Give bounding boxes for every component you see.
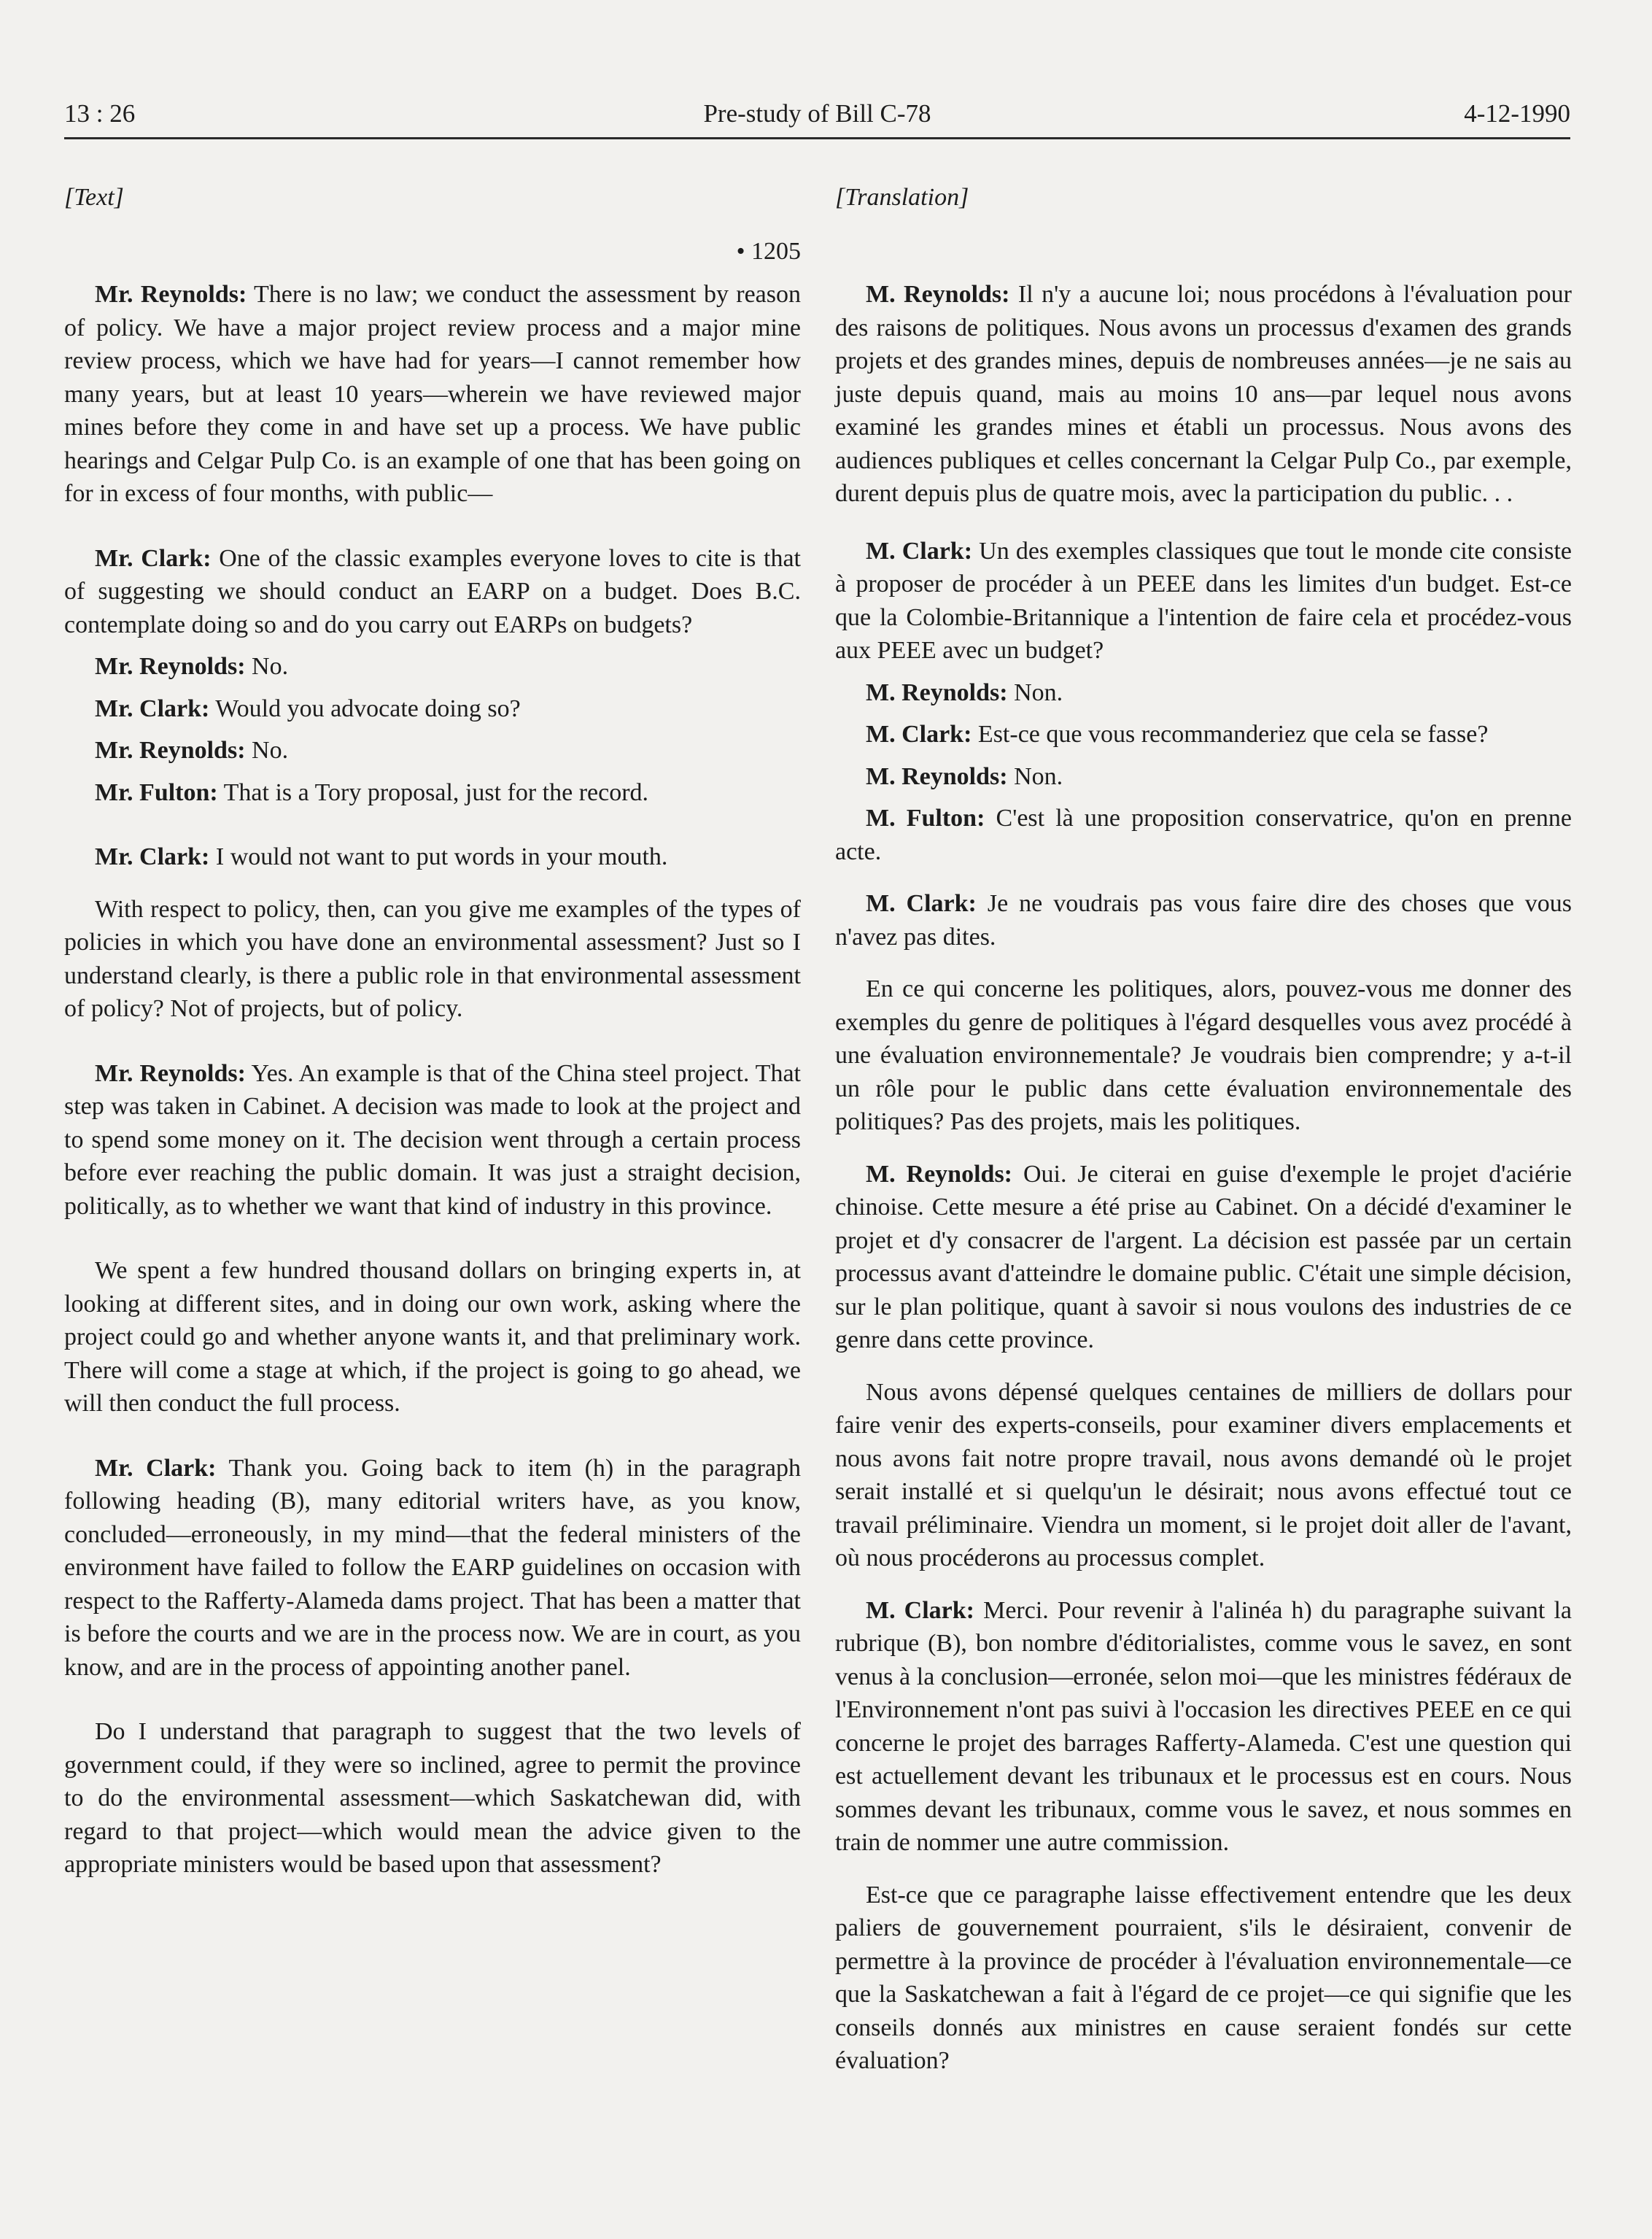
time-marker: • 1205 [736, 237, 801, 265]
paragraph-text: Nous avons dépensé quelques centaines de milliers de dollars pour faire venir des experts-conseils, pour examiner divers emplacements et nous avons fait notre propre travail, nous avons demandé où le projet serait installé et si quelqu'un le désirait; nous avons effectué tout ce travail préliminaire. Viendra un moment, si le projet doit aller de l'avant, où nous procéderons au processus complet. [835, 1378, 1572, 1571]
speaker-name: M. Clark: [866, 537, 973, 565]
paragraph [835, 278, 1572, 511]
speaker-name: Mr. Reynolds: [95, 653, 246, 680]
document-date: 4-12-1990 [1464, 99, 1570, 128]
english-column [64, 181, 801, 1906]
french-column [835, 181, 1572, 2102]
paragraph [835, 972, 1572, 1139]
paragraph-text: Merci. Pour revenir à l'alinéa h) du paragraphe suivant la rubrique (B), bon nombre d'éditorialistes, comme vous le savez, en sont venus à la conclusion—erronée, selon moi—que les ministres fédéraux de l'Environnement n'ont pas suivi à l'occasion les directives PEEE en ce qui concerne le projet des barrages Rafferty-Alameda. C'est une question qui est actuellement devant les tribunaux et le processus est en cours. Nous sommes devant les tribunaux, comme vous le savez, et nous sommes en train de nommer une autre commission. [835, 1596, 1572, 1856]
paragraph-text: Non. [1007, 762, 1063, 790]
speaker-name: M. Fulton: [866, 805, 985, 832]
paragraph [64, 1715, 801, 1882]
paragraph-text: Thank you. Going back to item (h) in the paragraph following heading (B), many editorial writers have, as you know, concluded—erroneously, in my mind—that the federal ministers of the environment have failed to follow the EARP guidelines on occasion with respect to the Rafferty-Alameda dams project. That has been a matter that is before the courts and we are in the process now. We are in court, as you know, and are in the process of appointing another panel. [64, 1454, 801, 1681]
paragraph-text: Do I understand that paragraph to suggest that the two levels of government could, if they were so inclined, agree to permit the province to do the environmental assessment—which Saskatchewan did, with regard to that project—which would mean the advice given to the appropriate ministers would be based upon that assessment? [64, 1718, 801, 1878]
paragraph [835, 887, 1572, 954]
speaker-name: Mr. Reynolds: [95, 737, 246, 764]
speaker-name: Mr. Reynolds: [95, 1059, 246, 1087]
paragraph-text: We spent a few hundred thousand dollars on bringing experts in, at looking at different sites, and in doing our own work, asking where the project could go and whether anyone wants it, and that preliminary work. There will come a stage at which, if the project is going to go ahead, we will then conduct the full process. [64, 1257, 801, 1417]
speaker-name: Mr. Clark: [95, 695, 210, 722]
speaker-name: M. Clark: [866, 890, 977, 917]
running-header [64, 93, 1570, 139]
paragraph [64, 692, 801, 726]
speaker-name: Mr. Fulton: [95, 778, 218, 806]
paragraph [835, 535, 1572, 668]
paragraph [835, 760, 1572, 794]
paragraph-text: C'est là une proposition conservatrice, qu'on en prenne acte. [835, 805, 1572, 865]
paragraph-text: Non. [1007, 678, 1063, 706]
paragraph [835, 1376, 1572, 1575]
paragraph-text: No. [245, 737, 289, 764]
paragraph [64, 840, 801, 874]
paragraph [835, 718, 1572, 751]
paragraph-text: Je ne voudrais pas vous faire dire des choses que vous n'avez pas dites. [835, 890, 1572, 951]
speaker-name: M. Clark: [866, 721, 972, 748]
paragraph [64, 542, 801, 642]
speaker-name: Mr. Clark: [95, 1454, 217, 1482]
speaker-name: M. Reynolds: [866, 1160, 1013, 1188]
speaker-name: Mr. Reynolds: [95, 281, 247, 308]
paragraph-text: Oui. Je citerai en guise d'exemple le projet d'aciérie chinoise. Cette mesure a été prise au Cabinet. On a décidé d'examiner le projet et d'y consacrer de l'argent. La décision est passée par un certain processus avant d'atteindre le domaine public. C'était une simple décision, sur le plan politique, quant à savoir si nous voulons des industries de ce genre dans cette province. [835, 1160, 1572, 1353]
paragraph [835, 676, 1572, 710]
paragraph [835, 1594, 1572, 1860]
paragraph-text: With respect to policy, then, can you give me examples of the types of policies in which you have done an environmental assessment? Just so I understand clearly, is there a public role in that environmental assessment of policy? Not of projects, but of policy. [64, 895, 801, 1022]
text-label: [Text] [64, 184, 124, 211]
paragraph-text: Est-ce que ce paragraphe laisse effectivement entendre que les deux paliers de gouvernement pourraient, s'ils le désiraient, convenir de permettre à la province de procéder à l'évaluation environnementale—ce que la Saskatchewan a fait à l'égard de ce projet—ce qui signifie que les conseils donnés aux ministres en cause seraient fondés sur cette évaluation? [835, 1881, 1572, 2074]
speaker-name: M. Reynolds: [866, 762, 1008, 790]
speaker-name: Mr. Clark: [95, 544, 212, 572]
paragraph-text: I would not want to put words in your mouth. [209, 843, 668, 870]
paragraph [64, 278, 801, 511]
paragraph [64, 734, 801, 767]
speaker-name: M. Reynolds: [866, 281, 1010, 308]
paragraph [835, 1879, 1572, 2078]
paragraph [835, 1158, 1572, 1357]
paragraph-text: One of the classic examples everyone loves to cite is that of suggesting we should conduct an EARP on a budget. Does B.C. contemplate doing so and do you carry out EARPs on budgets? [64, 544, 801, 638]
paragraph [64, 1057, 801, 1223]
speaker-name: M. Clark: [866, 1596, 975, 1624]
paragraph [64, 1254, 801, 1420]
document-title: Pre-study of Bill C-78 [703, 99, 931, 128]
translation-label: [Translation] [835, 184, 969, 211]
page-number: 13 : 26 [64, 99, 136, 128]
speaker-name: M. Reynolds: [866, 678, 1008, 706]
paragraph-text: En ce qui concerne les politiques, alors, pouvez-vous me donner des exemples du genre de politiques à l'égard desquelles vous avez procédé à une évaluation environnementale? Je voudrais bien comprendre; y a-t-il un rôle pour le public dans cette évaluation environnementale des politiques? Pas des projets, mais les politiques. [835, 975, 1572, 1135]
speaker-name: Mr. Clark: [95, 843, 210, 870]
paragraph-text: That is a Tory proposal, just for the record. [217, 778, 649, 806]
paragraph [835, 802, 1572, 868]
paragraph [64, 776, 801, 810]
paragraph [64, 650, 801, 684]
paragraph-text: Un des exemples classiques que tout le monde cite consiste à proposer de procéder à un PEEE dans les limites d'un budget. Est-ce que la Colombie-Britannique a l'intention de faire cela et procédez-vous aux PEEE avec un budget? [835, 537, 1572, 664]
paragraph-text: There is no law; we conduct the assessment by reason of policy. We have a major project review process and a major mine review process, which we have had for years—I cannot remember how many years, but at least 10 years—wherein we have reviewed major mines before they come in and have set up a process. We have public hearings and Celgar Pulp Co. is an example of one that has been going on for in excess of four months, with public— [64, 281, 801, 507]
paragraph-text: Est-ce que vous recommanderiez que cela se fasse? [972, 721, 1489, 748]
paragraph-text: Il n'y a aucune loi; nous procédons à l'évaluation pour des raisons de politiques. Nous avons un processus d'examen des grands projets et des grandes mines, depuis de nombreuses années—je ne sais au juste depuis quand, mais au moins 10 ans—par lequel nous avons examiné les grandes mines et établi un processus. Nous avons des audiences publiques et celles concernant la Celgar Pulp Co., par exemple, durent depuis plus de quatre mois, avec la participation du public. . . [835, 281, 1572, 507]
paragraph-text: No. [245, 653, 289, 680]
paragraph [64, 1452, 801, 1685]
paragraph-text: Would you advocate doing so? [209, 695, 521, 722]
paragraph-text: Yes. An example is that of the China steel project. That step was taken in Cabinet. A decision was made to look at the project and to spend some money on it. The decision went through a certain process before ever reaching the public domain. It was just a straight decision, politically, as to whether we want that kind of industry in this province. [64, 1059, 801, 1220]
paragraph [64, 893, 801, 1026]
